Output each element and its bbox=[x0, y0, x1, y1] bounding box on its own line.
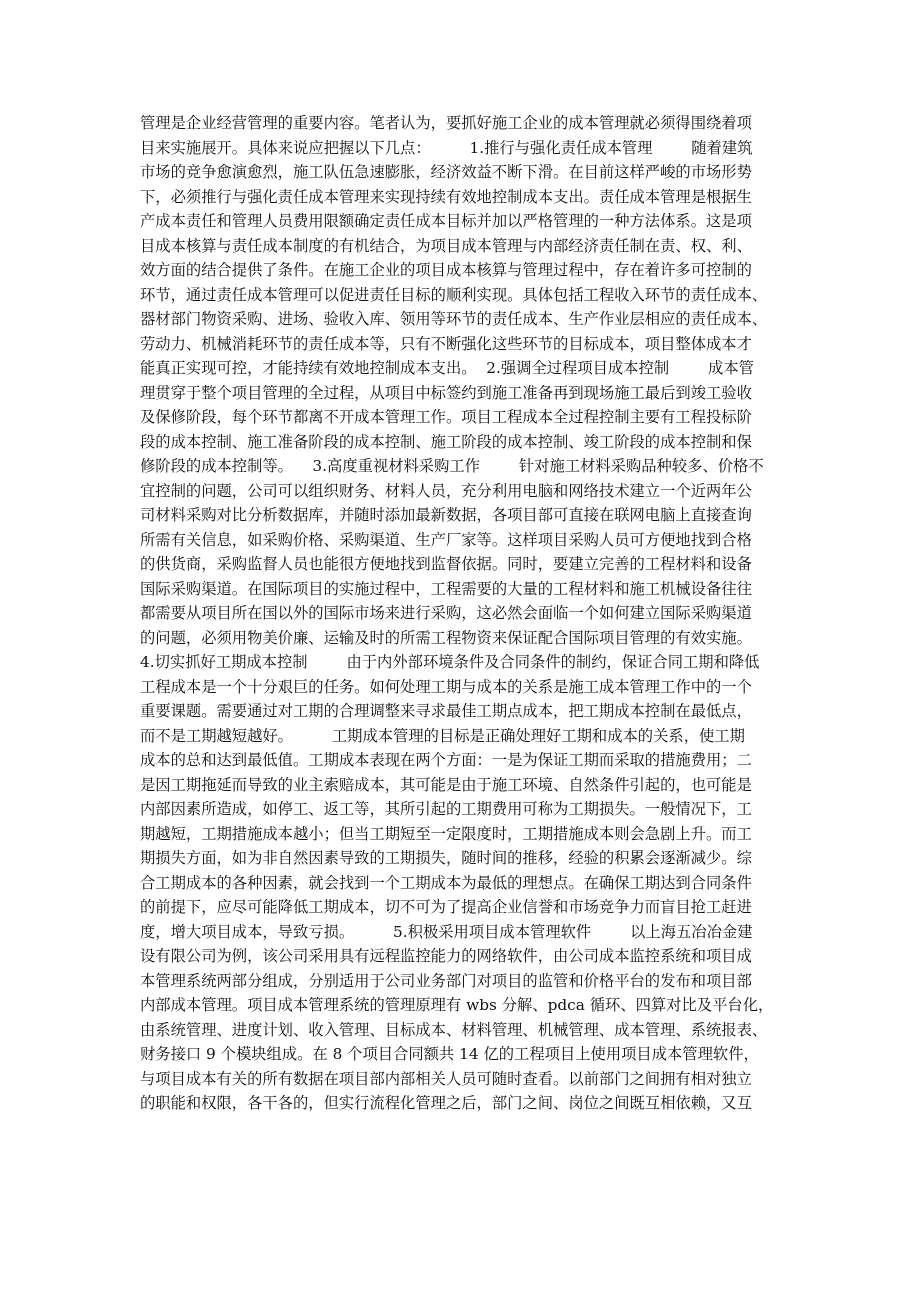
text-line: 内部成本管理。项目成本管理系统的管理原理有 wbs 分解、pdca 循环、四算对比及平台化， bbox=[140, 996, 774, 1014]
text-line: 所需有关信息，如采购价格、采购渠道、生产厂家等。这样项目采购人员可方便地找到合格 bbox=[140, 530, 752, 549]
text-line: 由系统管理、进度计划、收入管理、目标成本、材料管理、机械管理、成本管理、系统报表、 bbox=[140, 1020, 768, 1039]
text-line: 的前提下，应尽可能降低工期成本，切不可为了提高企业信誉和市场竞争力而盲目抢工赶进 bbox=[140, 898, 752, 916]
text-line: 劳动力、机械消耗环节的责任成本等，只有不断强化这些环节的目标成本，项目整体成本才 bbox=[140, 334, 752, 353]
text-line: 的问题，必须用物美价廉、运输及时的所需工程物资来保证配合国际项目管理的有效实施。 bbox=[140, 628, 752, 647]
text-line: 效方面的结合提供了条件。在施工企业的项目成本核算与管理过程中，存在着许多可控制的 bbox=[140, 261, 752, 279]
text-line: 设有限公司为例，该公司采用具有远程监控能力的网络软件，由公司成本监控系统和项目成 bbox=[140, 947, 752, 965]
article-body bbox=[140, 111, 800, 1116]
text-line: 能真正实现可控，才能持续有效地控制成本支出。 2.强调全过程项目成本控制 成本管 bbox=[140, 359, 754, 377]
text-line: 是因工期拖延而导致的业主索赔成本，其可能是由于施工环境、自然条件引起的，也可能是 bbox=[140, 775, 752, 794]
text-line: 国际采购渠道。在国际项目的实施过程中，工程需要的大量的工程材料和施工机械设备往往 bbox=[140, 579, 752, 598]
text-line: 器材部门物资采购、进场、验收入库、领用等环节的责任成本、生产作业层相应的责任成本、 bbox=[140, 310, 768, 328]
text-line: 而不是工期越短越好。 工期成本管理的目标是正确处理好工期和成本的关系，使工期 bbox=[140, 726, 745, 745]
text-line: 本管理系统两部分组成，分别适用于公司业务部门对项目的监管和价格平台的发布和项目部 bbox=[140, 971, 752, 990]
text-line: 成本的总和达到最低值。工期成本表现在两个方面：一是为保证工期而采取的措施费用；二 bbox=[140, 751, 752, 769]
text-line: 市场的竞争愈演愈烈，施工队伍急速膨胀，经济效益不断下滑。在目前这样严峻的市场形势 bbox=[140, 163, 752, 181]
text-line: 理贯穿于整个项目管理的全过程，从项目中标签约到施工准备再到现场施工最后到竣工验收 bbox=[140, 383, 752, 402]
text-line: 下，必须推行与强化责任成本管理来实现持续有效地控制成本支出。责任成本管理是根据生 bbox=[140, 187, 752, 206]
text-line: 度，增大项目成本，导致亏损。 5.积极采用项目成本管理软件 以上海五冶冶金建 bbox=[140, 922, 753, 941]
text-line: 管理是企业经营管理的重要内容。笔者认为，要抓好施工企业的成本管理就必须得围绕着项 bbox=[140, 114, 752, 132]
text-line: 环节，通过责任成本管理可以促进责任目标的顺利实现。具体包括工程收入环节的责任成本、 bbox=[140, 285, 768, 304]
text-line: 修阶段的成本控制等。 3.高度重视材料采购工作 针对施工材料采购品种较多、价格不 bbox=[140, 457, 764, 475]
text-line: 合工期成本的各种因素，就会找到一个工期成本为最低的理想点。在确保工期达到合同条件 bbox=[140, 873, 752, 892]
text-line: 4.切实抓好工期成本控制 由于内外部环境条件及合同条件的制约，保证合同工期和降低 bbox=[140, 653, 760, 671]
text-line: 目来实施展开。具体来说应把握以下几点： 1.推行与强化责任成本管理 随着建筑 bbox=[140, 138, 753, 157]
text-line: 期损失方面，如为非自然因素导致的工期损失，随时间的推移，经验的积累会逐渐减少。综 bbox=[140, 849, 752, 867]
text-line: 产成本责任和管理人员费用限额确定责任成本目标并加以严格管理的一种方法体系。这是项 bbox=[140, 212, 752, 230]
text-line: 宜控制的问题，公司可以组织财务、材料人员，充分利用电脑和网络技术建立一个近两年公 bbox=[140, 481, 752, 500]
text-line: 目成本核算与责任成本制度的有机结合，为项目成本管理与内部经济责任制在责、权、利、 bbox=[140, 236, 752, 255]
text-line: 工程成本是一个十分艰巨的任务。如何处理工期与成本的关系是施工成本管理工作中的一个 bbox=[140, 677, 752, 696]
text-line: 的供货商，采购监督人员也能很方便地找到监督依据。同时，要建立完善的工程材料和设备 bbox=[140, 555, 752, 573]
text-line: 重要课题。需要通过对工期的合理调整来寻求最佳工期点成本，把工期成本控制在最低点， bbox=[140, 702, 752, 720]
text-line: 内部因素所造成，如停工、返工等，其所引起的工期费用可称为工期损失。一般情况下，工 bbox=[140, 800, 752, 818]
text-line: 期越短，工期措施成本越小；但当工期短至一定限度时，工期措施成本则会急剧上升。而工 bbox=[140, 824, 752, 843]
text-line: 司材料采购对比分析数据库，并随时添加最新数据，各项目部可直接在联网电脑上直接查询 bbox=[140, 506, 752, 524]
text-line: 财务接口 9 个模块组成。在 8 个项目合同额共 14 亿的工程项目上使用项目成本管理软件， bbox=[140, 1045, 759, 1063]
text-line: 与项目成本有关的所有数据在项目部内部相关人员可随时查看。以前部门之间拥有相对独立 bbox=[140, 1069, 752, 1088]
text-line: 的职能和权限，各干各的，但实行流程化管理之后，部门之间、岗位之间既互相依赖，又互 bbox=[140, 1094, 752, 1112]
text-line: 及保修阶段，每个环节都离不开成本管理工作。项目工程成本全过程控制主要有工程投标阶 bbox=[140, 408, 752, 426]
text-line: 段的成本控制、施工准备阶段的成本控制、施工阶段的成本控制、竣工阶段的成本控制和保 bbox=[140, 432, 752, 451]
text-line: 都需要从项目所在国以外的国际市场来进行采购，这必然会面临一个如何建立国际采购渠道 bbox=[140, 604, 752, 622]
